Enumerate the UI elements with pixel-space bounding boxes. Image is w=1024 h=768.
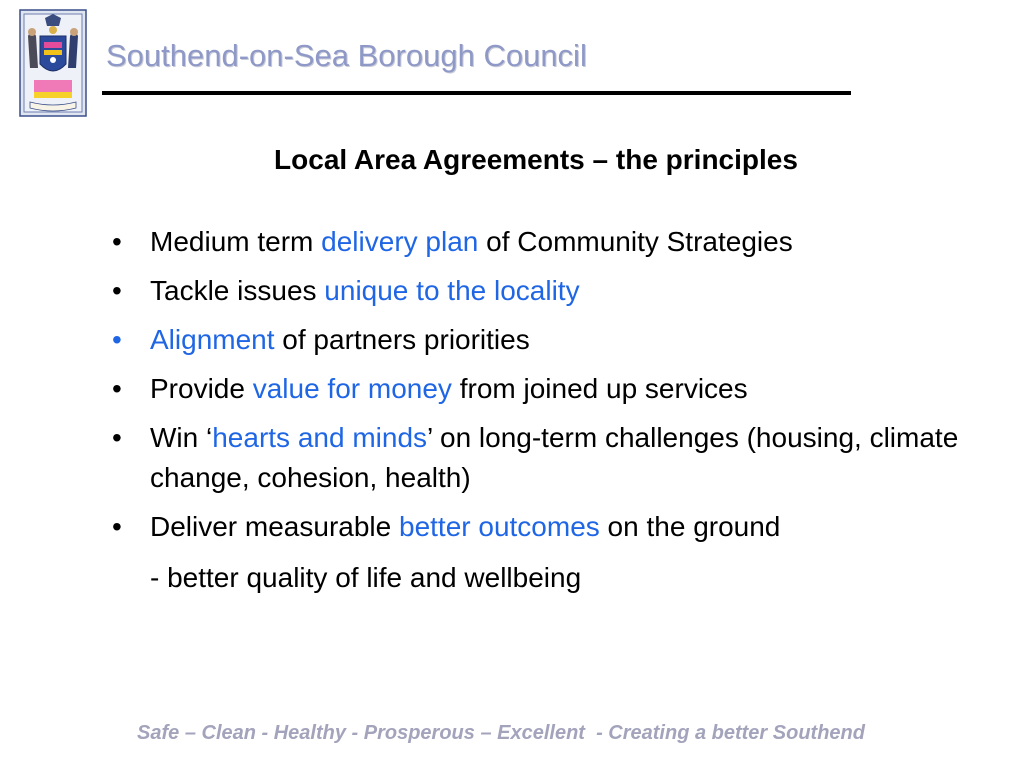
list-item: • Medium term delivery plan of Community Strategies — [112, 222, 992, 262]
slide-title: Local Area Agreements – the principles — [274, 144, 798, 175]
highlight-text: value for money — [252, 373, 452, 404]
highlight-text: Alignment — [150, 324, 275, 355]
list-item: • Alignment of partners priorities — [112, 320, 992, 360]
borough-crest-icon — [18, 8, 88, 118]
bullet-icon: • — [112, 226, 122, 257]
highlight-text: unique to the locality — [324, 275, 580, 306]
list-item: • Win ‘hearts and minds’ on long-term challenges (housing, climate change, cohesion, health) — [112, 418, 992, 498]
highlight-text: hearts and minds — [212, 422, 428, 453]
bullet-icon: • — [112, 422, 122, 453]
highlight-text: better outcomes — [399, 511, 600, 542]
bullet-icon: • — [112, 373, 122, 404]
principles-list — [112, 222, 992, 556]
bullet-icon: • — [112, 275, 122, 306]
list-item: • Tackle issues unique to the locality — [112, 271, 992, 311]
organisation-name: Southend-on-Sea Borough Council — [106, 38, 587, 73]
bullet-icon: • — [112, 511, 122, 542]
highlight-text: delivery plan — [321, 226, 479, 257]
header-divider — [102, 91, 851, 95]
sub-point: - better quality of life and wellbeing — [150, 562, 582, 593]
bullet-icon: • — [112, 324, 122, 355]
list-item: • Provide value for money from joined up services — [112, 369, 992, 409]
footer-slogan: Safe – Clean - Healthy - Prosperous – Excellent - Creating a better Southend — [137, 722, 865, 744]
list-item: • Deliver measurable better outcomes on the ground — [112, 507, 992, 547]
